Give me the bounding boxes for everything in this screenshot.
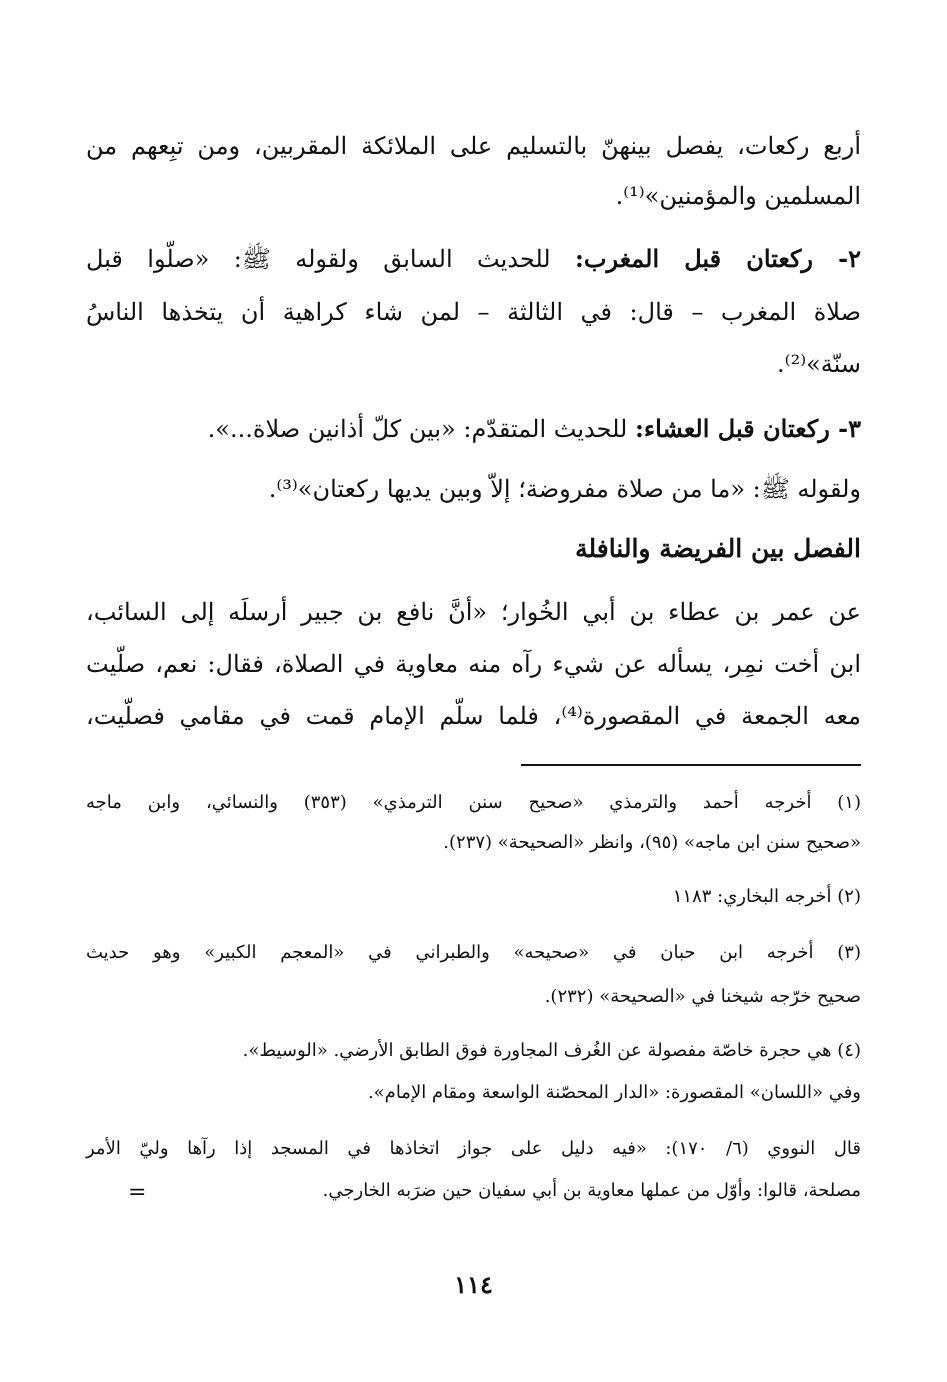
- footnote-1-line-2: «صحيح سنن ابن ماجه» (٩٥)، وانظر «الصحيحة» (٢٣٧).: [443, 832, 861, 853]
- paragraph-4-line-1: عن عمر بن عطاء بن أبي الخُوار؛ «أنَّ نافع بن جبير أرسلَه إلى السائب،: [86, 598, 861, 626]
- paragraph-2-line-2: صلاة المغرب – قال: في الثالثة – لمن شاء كراهية أن يتخذها الناسُ: [86, 298, 861, 326]
- footnote-4-line-2: وفي «اللسان» المقصورة: «الدار المحصّنة الواسعة ومقام الإمام».: [367, 1082, 861, 1103]
- paragraph-3-line-2: ولقوله ﷺ: «ما من صلاة مفروضة؛ إلاّ وبين يديها ركعتان»⁽³⁾.: [268, 475, 861, 503]
- paragraph-1-line-1: أربع ركعات، يفصل بينهنّ بالتسليم على الملائكة المقربين، ومن تبِعهم من: [86, 132, 861, 160]
- paragraph-3-line-1: [208, 414, 861, 443]
- paragraph-2-line-1-text: للحديث السابق ولقوله ﷺ: «صلّوا قبل: [86, 245, 575, 273]
- paragraph-2-line-1: [86, 244, 861, 279]
- continuation-mark: =: [128, 1180, 147, 1205]
- paragraph-1-line-2: المسلمين والمؤمنين»⁽¹⁾.: [615, 182, 861, 210]
- paragraph-2-label: ٢- ركعتان قبل المغرب:: [575, 244, 861, 273]
- footnote-1-line-1: (١) أخرجه أحمد والترمذي «صحيح سنن الترمذي» (٣٥٣) والنسائي، وابن ماجه: [86, 792, 861, 813]
- footnote-3-line-1: (٣) أخرجه ابن حبان في «صحيحه» والطبراني في «المعجم الكبير» وهو حديث: [86, 942, 861, 963]
- footnote-4-line-1: (٤) هي حجرة خاصّة مفصولة عن الغُرف المجاورة فوق الطابق الأرضي. «الوسيط».: [242, 1040, 861, 1061]
- footnote-2: (٢) أخرجه البخاري: ١١٨٣: [672, 886, 861, 907]
- footnote-3-line-2: صحيح خرّجه شيخنا في «الصحيحة» (٢٣٢).: [544, 986, 861, 1007]
- footnote-5-line-1: قال النووي (٦/ ١٧٠): «فيه دليل على جواز اتخاذها في المسجد إذا رآها وليّ الأمر: [86, 1138, 861, 1159]
- paragraph-2-line-3: سنّة»⁽²⁾.: [777, 350, 861, 378]
- footnote-5-line-2: مصلحة، قالوا: وأوّل من عملها معاوية بن أبي سفيان حين ضرَبه الخارجي.: [322, 1180, 861, 1201]
- paragraph-3-label: ٣- ركعتان قبل العشاء:: [634, 414, 861, 443]
- page-number: ١١٤: [454, 1270, 493, 1299]
- footnote-separator: [521, 764, 861, 766]
- section-heading: الفصل بين الفريضة والنافلة: [575, 534, 861, 563]
- paragraph-4-line-3: معه الجمعة في المقصورة⁽⁴⁾، فلما سلّم الإمام قمت في مقامي فصلّيت،: [86, 702, 861, 730]
- paragraph-4-line-2: ابن أخت نمِر، يسأله عن شيء رآه منه معاوية في الصلاة، فقال: نعم، صلّيت: [86, 650, 861, 678]
- paragraph-3-line-1-text: للحديث المتقدّم: «بين كلّ أذانين صلاة...».: [207, 415, 635, 443]
